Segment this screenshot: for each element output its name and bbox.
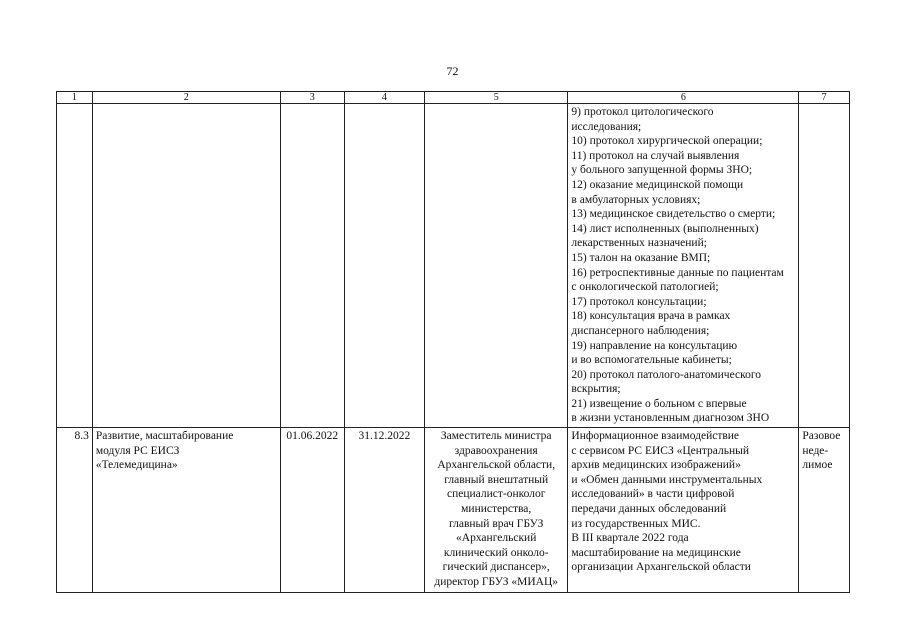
responsible-line: гический диспансер», bbox=[442, 561, 550, 574]
document-list-line: 9) протокол цитологического bbox=[571, 106, 714, 118]
result-line: исследований» в части цифровой bbox=[571, 488, 735, 501]
document-list-cell bbox=[568, 104, 799, 428]
document-list-line: исследования; bbox=[571, 120, 642, 133]
activity-title-line: модуля РС ЕИСЗ bbox=[95, 444, 180, 457]
document-list-line: диспансерного наблюдения; bbox=[571, 324, 710, 337]
activity-title-cell bbox=[92, 428, 280, 593]
result-line: передачи данных обследований bbox=[571, 503, 727, 516]
type-line: Разовое bbox=[802, 430, 841, 443]
document-list-line: в амбулаторных условиях; bbox=[571, 193, 701, 206]
column-header-7: 7 bbox=[799, 92, 850, 104]
column-header-2: 2 bbox=[92, 92, 280, 104]
result-line: масштабирование на медицинские bbox=[571, 546, 741, 559]
continuation-row bbox=[57, 104, 850, 428]
column-header-6: 6 bbox=[568, 92, 799, 104]
document-list-line: 17) протокол консультации; bbox=[571, 295, 707, 308]
responsible-line: главный врач ГБУЗ bbox=[449, 517, 544, 530]
result-line: организации Архангельской области bbox=[571, 561, 751, 574]
responsible-line: «Архангельский bbox=[456, 532, 537, 545]
document-list-line: 16) ретроспективные данные по пациентам bbox=[571, 266, 784, 279]
end-date: 31.12.2022 bbox=[344, 428, 424, 593]
result-line: Информационное взаимодействие bbox=[571, 430, 740, 443]
document-list-line: 21) извещение о больном с впервые bbox=[571, 397, 747, 410]
empty-cell bbox=[57, 104, 93, 428]
document-list-line: с онкологической патологией; bbox=[571, 281, 719, 294]
document-list-line: 14) лист исполненных (выполненных) bbox=[571, 222, 759, 235]
responsible-line: специалист-онколог bbox=[446, 488, 546, 501]
result-line: из государственных МИС. bbox=[571, 517, 701, 530]
header-row bbox=[57, 92, 850, 104]
document-list-line: лекарственных назначений; bbox=[571, 237, 707, 250]
plan-table bbox=[56, 91, 850, 593]
document-list-line: вскрытия; bbox=[571, 383, 621, 396]
page-number: 72 bbox=[446, 64, 459, 78]
activity-title-line: Развитие, масштабирование bbox=[95, 430, 234, 443]
row-number: 8.3 bbox=[57, 428, 93, 593]
responsible-line: директор ГБУЗ «МИАЦ» bbox=[434, 576, 559, 588]
empty-cell bbox=[280, 104, 344, 428]
type-cell bbox=[799, 428, 850, 593]
empty-cell bbox=[92, 104, 280, 428]
document-list-line: 10) протокол хирургической операции; bbox=[571, 135, 763, 148]
empty-cell bbox=[425, 104, 568, 428]
document-list-line: 20) протокол патолого-анатомического bbox=[571, 368, 761, 381]
document-list-line: в жизни установленным диагнозом ЗНО bbox=[571, 412, 770, 425]
column-header-4: 4 bbox=[344, 92, 424, 104]
responsible-line: здравоохранения bbox=[454, 444, 538, 457]
result-line: архив медицинских изображений» bbox=[571, 459, 741, 472]
document-list-line: 18) консультация врача в рамках bbox=[571, 310, 731, 323]
type-line: неде- bbox=[802, 444, 829, 457]
responsible-line: главный внештатный bbox=[444, 473, 549, 486]
responsible-cell bbox=[425, 428, 568, 593]
column-header-5: 5 bbox=[425, 92, 568, 104]
result-line: и «Обмен данными инструментальных bbox=[571, 473, 763, 486]
result-line: В III квартале 2022 года bbox=[571, 532, 689, 545]
responsible-line: Архангельской области, bbox=[437, 459, 556, 472]
column-header-3: 3 bbox=[280, 92, 344, 104]
table-row bbox=[57, 428, 850, 593]
document-list-line: 12) оказание медицинской помощи bbox=[571, 178, 744, 191]
start-date: 01.06.2022 bbox=[280, 428, 344, 593]
type-line: лимое bbox=[802, 459, 833, 472]
result-cell bbox=[568, 428, 799, 593]
activity-title-line: «Телемедицина» bbox=[95, 459, 178, 472]
document-list-line: и во вспомогательные кабинеты; bbox=[571, 354, 732, 367]
document-list-line: 11) протокол на случай выявления bbox=[571, 149, 740, 162]
responsible-line: клинический онколо- bbox=[443, 546, 549, 559]
document-list-line: 15) талон на оказание ВМП; bbox=[571, 251, 711, 264]
column-header-1: 1 bbox=[57, 92, 93, 104]
responsible-line: Заместитель министра bbox=[440, 430, 552, 443]
empty-cell bbox=[799, 104, 850, 428]
empty-cell bbox=[344, 104, 424, 428]
result-line: с сервисом РС ЕИСЗ «Центральный bbox=[571, 444, 750, 457]
document-list-line: у больного запущенной формы ЗНО; bbox=[571, 164, 753, 177]
responsible-line: министерства, bbox=[461, 503, 532, 516]
document-list-line: 13) медицинское свидетельство о смерти; bbox=[571, 208, 776, 221]
document-list-line: 19) направление на консультацию bbox=[571, 339, 738, 352]
